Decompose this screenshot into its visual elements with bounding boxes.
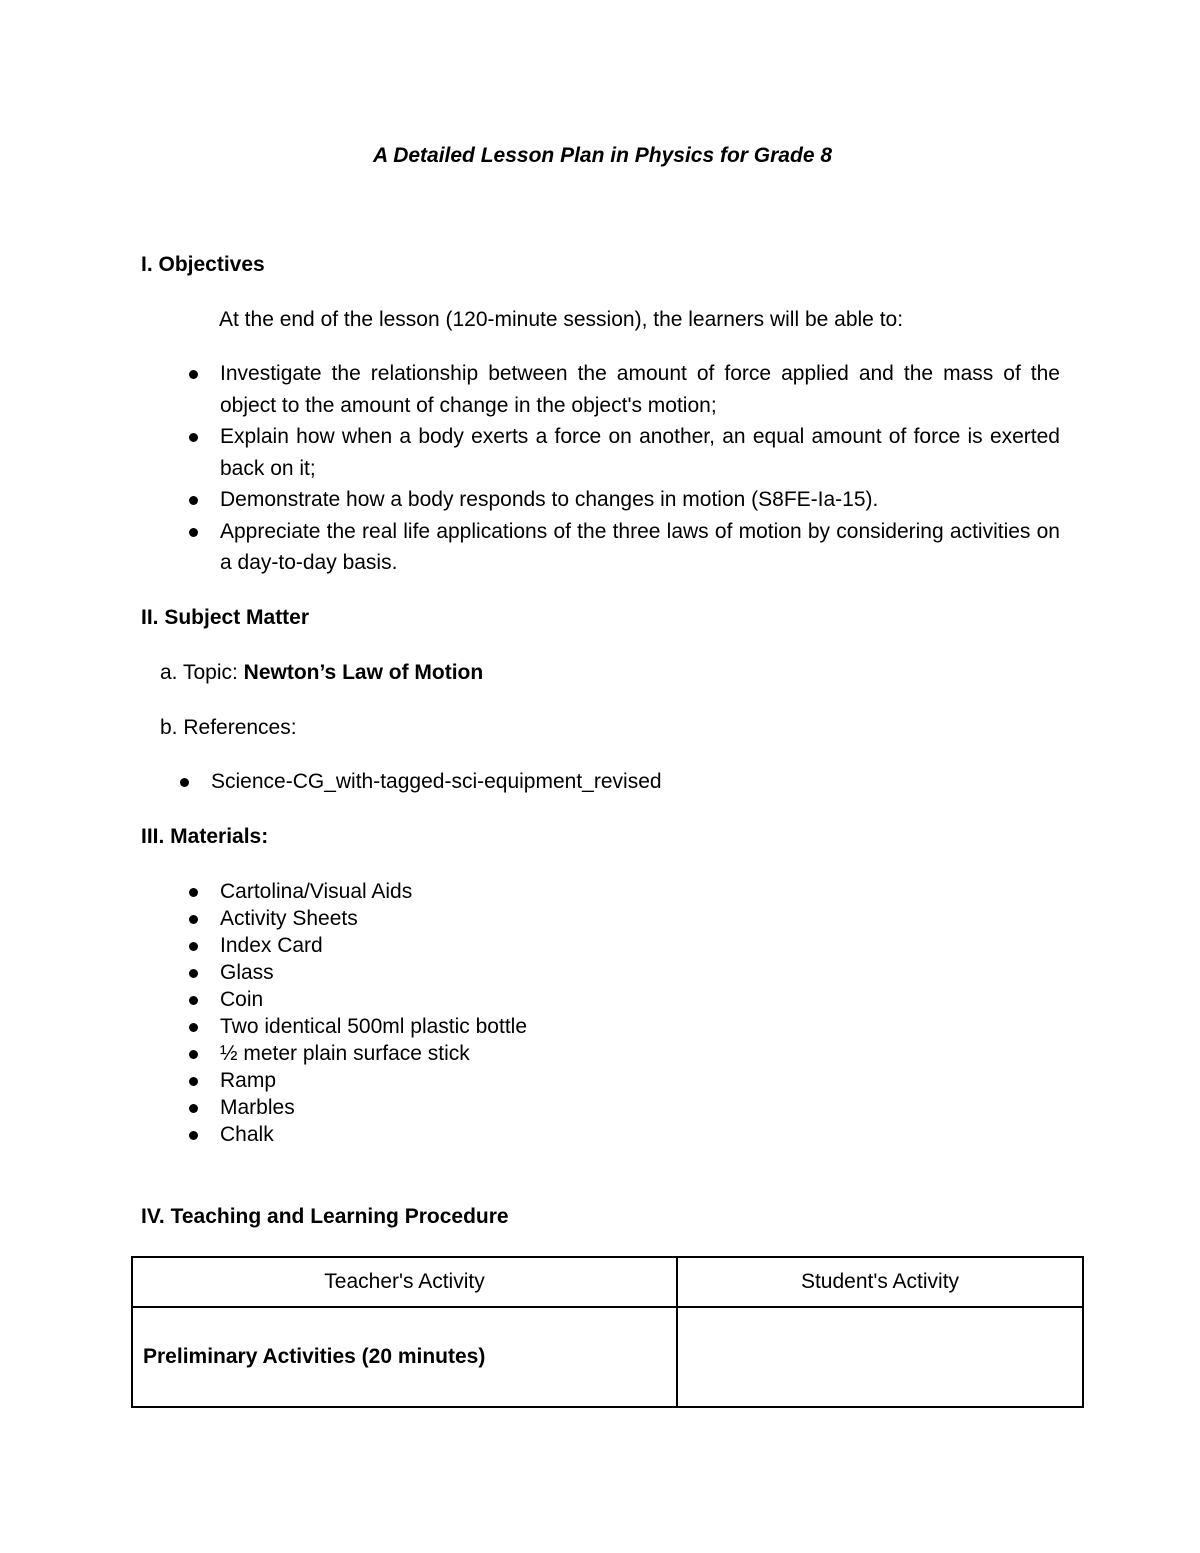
list-item: Marbles (185, 1094, 1065, 1121)
list-item: Explain how when a body exerts a force on another, an equal amount of force is exerted back on it; (185, 421, 1060, 484)
bullet-icon (189, 888, 198, 897)
bullet-icon (189, 1131, 198, 1140)
teacher-activity-header: Teacher's Activity (132, 1257, 677, 1307)
list-item: Cartolina/Visual Aids (185, 878, 1065, 905)
bullet-icon (189, 1104, 198, 1113)
references-list (176, 768, 976, 796)
table-header-row (132, 1257, 1083, 1307)
list-item: ½ meter plain surface stick (185, 1040, 1065, 1067)
topic-value: Newton’s Law of Motion (243, 661, 484, 684)
list-item: Ramp (185, 1067, 1065, 1094)
teacher-activity-cell: Preliminary Activities (20 minutes) (132, 1307, 677, 1407)
objectives-intro: At the end of the lesson (120-minute session), the learners will be able to: (219, 308, 904, 331)
procedure-table (131, 1256, 1084, 1408)
student-activity-header: Student's Activity (677, 1257, 1083, 1307)
subject-matter-heading: II. Subject Matter (141, 606, 310, 629)
objectives-heading: I. Objectives (141, 253, 265, 276)
list-item: Science-CG_with-tagged-sci-equipment_revised (176, 768, 976, 796)
bullet-icon (189, 1050, 198, 1059)
bullet-icon (189, 370, 198, 379)
list-item: Chalk (185, 1121, 1065, 1148)
list-item: Two identical 500ml plastic bottle (185, 1013, 1065, 1040)
materials-heading: III. Materials: (141, 825, 269, 848)
document-title: A Detailed Lesson Plan in Physics for Grade 8 (372, 144, 833, 167)
list-item: Demonstrate how a body responds to changes in motion (S8FE-Ia-15). (185, 484, 1060, 516)
bullet-icon (189, 1023, 198, 1032)
procedure-heading: IV. Teaching and Learning Procedure (141, 1205, 509, 1228)
table-row (132, 1307, 1083, 1407)
bullet-icon (189, 969, 198, 978)
topic-label: a. Topic: (160, 661, 244, 684)
bullet-icon (189, 942, 198, 951)
list-item: Index Card (185, 932, 1065, 959)
list-item: Activity Sheets (185, 905, 1065, 932)
bullet-icon (180, 778, 189, 787)
student-activity-cell (677, 1307, 1083, 1407)
objectives-list (185, 358, 1060, 579)
bullet-icon (189, 1077, 198, 1086)
bullet-icon (189, 433, 198, 442)
list-item: Coin (185, 986, 1065, 1013)
list-item: Investigate the relationship between the amount of force applied and the mass of the object to the amount of change in the object's motion; (185, 358, 1060, 421)
bullet-icon (189, 496, 198, 505)
bullet-icon (189, 915, 198, 924)
list-item: Appreciate the real life applications of the three laws of motion by considering activities on a day-to-day basis. (185, 516, 1060, 579)
references-label: b. References: (160, 716, 297, 739)
topic-line (160, 659, 483, 687)
list-item: Glass (185, 959, 1065, 986)
bullet-icon (189, 528, 198, 537)
bullet-icon (189, 996, 198, 1005)
materials-list (185, 878, 1065, 1148)
